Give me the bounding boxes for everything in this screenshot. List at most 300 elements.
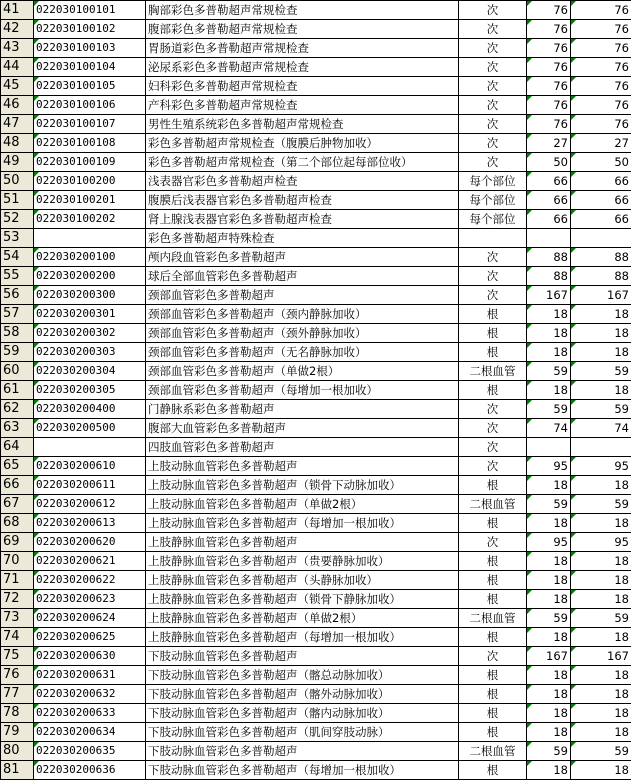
cell-name[interactable] [146,58,459,77]
cell-name[interactable] [146,20,459,39]
row-header[interactable] [1,77,34,96]
cell-unit[interactable] [459,96,527,115]
row-header[interactable] [1,685,34,704]
cell-price-1[interactable] [527,324,571,343]
cell-price-2[interactable] [571,39,631,58]
cell-unit-text: 次 [486,459,499,473]
cell-code[interactable] [34,457,146,476]
row-header[interactable] [1,153,34,172]
table-row [1,609,631,628]
cell-unit[interactable] [459,571,527,590]
cell-code-text: 022030100202 [36,212,116,225]
cell-name[interactable] [146,400,459,419]
row-header[interactable] [1,628,34,647]
cell-code[interactable] [34,248,146,267]
cell-price-2[interactable] [571,58,631,77]
cell-price-1[interactable] [527,248,571,267]
cell-price-2[interactable] [571,438,631,457]
cell-name[interactable] [146,362,459,381]
cell-price-2[interactable] [571,514,631,533]
cell-price-2[interactable] [571,96,631,115]
cell-name[interactable] [146,476,459,495]
row-header[interactable] [1,476,34,495]
cell-unit[interactable] [459,381,527,400]
cell-price-2[interactable] [571,248,631,267]
cell-price-1[interactable] [527,628,571,647]
cell-name[interactable] [146,96,459,115]
cell-price-2[interactable] [571,419,631,438]
cell-name[interactable] [146,571,459,590]
cell-name[interactable] [146,324,459,343]
cell-name[interactable] [146,647,459,666]
cell-unit[interactable] [459,343,527,362]
error-indicator-icon [527,77,532,82]
cell-price-2[interactable] [571,400,631,419]
cell-price-1[interactable] [527,723,571,742]
cell-price-2[interactable] [571,210,631,229]
cell-name[interactable] [146,343,459,362]
cell-name-text: 腹部彩色多普勒超声常规检查 [148,22,298,36]
cell-code[interactable] [34,39,146,58]
row-header[interactable] [1,723,34,742]
cell-code[interactable] [34,647,146,666]
cell-unit[interactable] [459,191,527,210]
cell-name-text: 上肢静脉血管彩色多普勒超声（单做2根） [148,611,363,625]
cell-name[interactable] [146,685,459,704]
cell-price-2[interactable] [571,1,631,20]
cell-price-1-text: 59 [553,744,568,758]
row-header-text: 46 [3,97,20,112]
cell-name[interactable] [146,552,459,571]
cell-unit[interactable] [459,761,527,780]
cell-price-1[interactable] [527,134,571,153]
row-header[interactable] [1,761,34,780]
cell-unit-text: 次 [486,250,499,264]
cell-code-text: 022030200622 [36,573,116,586]
error-indicator-icon [527,343,532,348]
cell-price-1[interactable] [527,305,571,324]
cell-price-1[interactable] [527,438,571,457]
cell-unit[interactable] [459,210,527,229]
cell-code[interactable] [34,58,146,77]
row-header[interactable] [1,647,34,666]
cell-code[interactable] [34,96,146,115]
cell-unit[interactable] [459,552,527,571]
cell-code[interactable] [34,362,146,381]
cell-code[interactable] [34,761,146,780]
cell-price-1[interactable] [527,571,571,590]
cell-name[interactable] [146,457,459,476]
cell-unit[interactable] [459,704,527,723]
cell-unit[interactable] [459,58,527,77]
row-header[interactable] [1,495,34,514]
cell-code[interactable] [34,172,146,191]
cell-code[interactable] [34,267,146,286]
cell-name[interactable] [146,742,459,761]
cell-unit[interactable] [459,495,527,514]
cell-unit[interactable] [459,533,527,552]
cell-unit[interactable] [459,324,527,343]
cell-price-1[interactable] [527,552,571,571]
cell-price-1[interactable] [527,590,571,609]
row-header[interactable] [1,96,34,115]
cell-price-2[interactable] [571,172,631,191]
cell-unit[interactable] [459,267,527,286]
cell-price-1[interactable] [527,96,571,115]
cell-name[interactable] [146,305,459,324]
cell-unit[interactable] [459,286,527,305]
cell-unit[interactable] [459,438,527,457]
error-indicator-icon [571,96,576,101]
cell-price-1[interactable] [527,191,571,210]
cell-price-2[interactable] [571,324,631,343]
cell-code[interactable] [34,20,146,39]
row-header[interactable] [1,134,34,153]
cell-name[interactable] [146,229,459,248]
cell-price-1[interactable] [527,153,571,172]
cell-price-1[interactable] [527,476,571,495]
cell-code[interactable] [34,343,146,362]
cell-price-1[interactable] [527,115,571,134]
cell-code[interactable] [34,134,146,153]
cell-price-2[interactable] [571,20,631,39]
cell-price-2-text: 95 [614,459,629,473]
row-header[interactable] [1,248,34,267]
row-header-text: 59 [3,344,20,359]
cell-code[interactable] [34,419,146,438]
row-header[interactable] [1,115,34,134]
cell-code[interactable] [34,210,146,229]
cell-unit[interactable] [459,172,527,191]
cell-price-1[interactable] [527,20,571,39]
cell-price-2[interactable] [571,704,631,723]
cell-name[interactable] [146,723,459,742]
cell-unit[interactable] [459,590,527,609]
cell-price-2-text: 167 [607,649,629,663]
cell-price-2[interactable] [571,134,631,153]
cell-code[interactable] [34,324,146,343]
error-indicator-icon [34,495,39,500]
cell-name[interactable] [146,39,459,58]
cell-price-2[interactable] [571,552,631,571]
cell-unit-text: 二根血管 [469,611,516,625]
row-header[interactable] [1,742,34,761]
cell-price-2-text: 66 [614,193,629,207]
cell-price-1[interactable] [527,210,571,229]
error-indicator-icon [571,609,576,614]
cell-price-1[interactable] [527,495,571,514]
cell-price-2[interactable] [571,647,631,666]
cell-code[interactable] [34,191,146,210]
cell-name[interactable] [146,419,459,438]
row-header[interactable] [1,20,34,39]
cell-price-2[interactable] [571,723,631,742]
cell-unit[interactable] [459,685,527,704]
error-indicator-icon [527,457,532,462]
cell-price-2[interactable] [571,362,631,381]
cell-name-text: 下肢动脉血管彩色多普勒超声（髂内动脉加收） [148,706,390,720]
cell-price-2[interactable] [571,305,631,324]
cell-name[interactable] [146,381,459,400]
row-header[interactable] [1,704,34,723]
cell-code[interactable] [34,514,146,533]
cell-price-1[interactable] [527,172,571,191]
error-indicator-icon [571,58,576,63]
cell-code[interactable] [34,1,146,20]
cell-unit[interactable] [459,609,527,628]
cell-code[interactable] [34,476,146,495]
cell-unit[interactable] [459,476,527,495]
cell-price-1[interactable] [527,419,571,438]
cell-price-1[interactable] [527,267,571,286]
cell-name[interactable] [146,134,459,153]
row-header[interactable] [1,571,34,590]
cell-price-1[interactable] [527,761,571,780]
cell-price-2-text: 18 [614,630,629,644]
row-header[interactable] [1,191,34,210]
cell-price-1[interactable] [527,647,571,666]
cell-unit[interactable] [459,742,527,761]
error-indicator-icon [571,134,576,139]
cell-name[interactable] [146,609,459,628]
cell-code-text: 022030100106 [36,98,116,111]
cell-price-1[interactable] [527,742,571,761]
cell-unit[interactable] [459,248,527,267]
row-header[interactable] [1,400,34,419]
cell-name[interactable] [146,514,459,533]
cell-price-2[interactable] [571,571,631,590]
cell-name[interactable] [146,248,459,267]
row-header[interactable] [1,172,34,191]
cell-price-1[interactable] [527,704,571,723]
cell-price-2-text: 18 [614,668,629,682]
cell-code[interactable] [34,77,146,96]
row-header[interactable] [1,362,34,381]
cell-name[interactable] [146,628,459,647]
table-row [1,96,631,115]
cell-unit[interactable] [459,134,527,153]
cell-unit[interactable] [459,305,527,324]
cell-price-2[interactable] [571,191,631,210]
cell-price-2[interactable] [571,590,631,609]
error-indicator-icon [571,419,576,424]
row-header[interactable] [1,552,34,571]
cell-price-1[interactable] [527,1,571,20]
error-indicator-icon [571,723,576,728]
cell-name[interactable] [146,533,459,552]
cell-price-1[interactable] [527,381,571,400]
row-header[interactable] [1,381,34,400]
row-header[interactable] [1,210,34,229]
cell-price-1[interactable] [527,685,571,704]
cell-code[interactable] [34,609,146,628]
row-header[interactable] [1,609,34,628]
row-header[interactable] [1,438,34,457]
cell-code[interactable] [34,533,146,552]
row-header[interactable] [1,286,34,305]
cell-code[interactable] [34,552,146,571]
cell-price-1[interactable] [527,362,571,381]
row-header[interactable] [1,343,34,362]
cell-name[interactable] [146,210,459,229]
error-indicator-icon [571,590,576,595]
row-header[interactable] [1,229,34,248]
error-indicator-icon [527,191,532,196]
cell-name[interactable] [146,172,459,191]
error-indicator-icon [571,20,576,25]
cell-name[interactable] [146,704,459,723]
error-indicator-icon [34,476,39,481]
cell-price-2[interactable] [571,286,631,305]
row-header[interactable] [1,39,34,58]
cell-price-1-text: 59 [553,497,568,511]
row-header[interactable] [1,1,34,20]
cell-price-1[interactable] [527,609,571,628]
cell-price-2[interactable] [571,495,631,514]
error-indicator-icon [527,286,532,291]
cell-price-1[interactable] [527,514,571,533]
cell-code[interactable] [34,704,146,723]
cell-name[interactable] [146,438,459,457]
cell-code[interactable] [34,571,146,590]
cell-code[interactable] [34,229,146,248]
cell-unit[interactable] [459,1,527,20]
cell-unit[interactable] [459,153,527,172]
cell-name-text: 颅内段血管彩色多普勒超声 [148,250,286,264]
cell-name-text: 上肢动脉血管彩色多普勒超声（每增加一根加收） [148,516,401,530]
cell-name[interactable] [146,115,459,134]
cell-name[interactable] [146,191,459,210]
cell-price-1[interactable] [527,666,571,685]
cell-name-text: 上肢静脉血管彩色多普勒超声（头静脉加收） [148,573,378,587]
cell-code[interactable] [34,590,146,609]
cell-price-2[interactable] [571,761,631,780]
cell-name[interactable] [146,1,459,20]
row-header[interactable] [1,58,34,77]
cell-unit[interactable] [459,115,527,134]
cell-unit[interactable] [459,362,527,381]
cell-name[interactable] [146,761,459,780]
cell-code[interactable] [34,495,146,514]
cell-code[interactable] [34,115,146,134]
cell-code[interactable] [34,438,146,457]
cell-name[interactable] [146,666,459,685]
cell-price-2[interactable] [571,628,631,647]
cell-unit[interactable] [459,400,527,419]
cell-price-1[interactable] [527,400,571,419]
cell-price-1-text: 74 [553,421,568,435]
error-indicator-icon [34,324,39,329]
error-indicator-icon [571,647,576,652]
cell-code[interactable] [34,723,146,742]
row-header[interactable] [1,457,34,476]
cell-code[interactable] [34,742,146,761]
row-header[interactable] [1,590,34,609]
cell-code[interactable] [34,305,146,324]
error-indicator-icon [527,153,532,158]
cell-name[interactable] [146,267,459,286]
row-header-text: 79 [3,724,20,739]
cell-unit[interactable] [459,666,527,685]
cell-unit[interactable] [459,229,527,248]
cell-name-text: 肾上腺浅表器官彩色多普勒超声检查 [148,212,332,226]
error-indicator-icon [571,457,576,462]
cell-price-2[interactable] [571,343,631,362]
cell-price-1[interactable] [527,58,571,77]
error-indicator-icon [571,495,576,500]
cell-unit[interactable] [459,457,527,476]
cell-name[interactable] [146,153,459,172]
row-header[interactable] [1,666,34,685]
cell-price-1[interactable] [527,343,571,362]
cell-unit[interactable] [459,419,527,438]
cell-unit[interactable] [459,647,527,666]
cell-price-2[interactable] [571,381,631,400]
cell-price-2[interactable] [571,153,631,172]
cell-price-2[interactable] [571,666,631,685]
cell-name[interactable] [146,77,459,96]
cell-price-1[interactable] [527,286,571,305]
cell-price-2[interactable] [571,457,631,476]
cell-name[interactable] [146,495,459,514]
cell-code[interactable] [34,286,146,305]
cell-code-text: 022030200621 [36,554,116,567]
cell-unit[interactable] [459,723,527,742]
row-header-text: 61 [3,382,20,397]
row-header[interactable] [1,419,34,438]
cell-price-2[interactable] [571,115,631,134]
row-header[interactable] [1,533,34,552]
cell-code[interactable] [34,400,146,419]
row-header[interactable] [1,267,34,286]
cell-unit[interactable] [459,20,527,39]
cell-price-2[interactable] [571,267,631,286]
cell-unit[interactable] [459,77,527,96]
cell-code[interactable] [34,685,146,704]
cell-code[interactable] [34,153,146,172]
cell-price-1[interactable] [527,39,571,58]
cell-price-1[interactable] [527,229,571,248]
cell-price-1-text: 88 [553,250,568,264]
cell-price-2[interactable] [571,476,631,495]
cell-code-text: 022030100101 [36,3,116,16]
cell-name[interactable] [146,590,459,609]
cell-name[interactable] [146,286,459,305]
cell-code[interactable] [34,628,146,647]
cell-price-1[interactable] [527,77,571,96]
cell-unit[interactable] [459,514,527,533]
cell-price-1[interactable] [527,533,571,552]
error-indicator-icon [527,495,532,500]
cell-price-2-text: 18 [614,307,629,321]
cell-unit[interactable] [459,39,527,58]
cell-price-2[interactable] [571,742,631,761]
cell-price-2[interactable] [571,229,631,248]
row-header[interactable] [1,305,34,324]
cell-price-2[interactable] [571,77,631,96]
row-header[interactable] [1,514,34,533]
cell-code[interactable] [34,666,146,685]
error-indicator-icon [34,552,39,557]
row-header[interactable] [1,324,34,343]
cell-unit[interactable] [459,628,527,647]
error-indicator-icon [34,134,39,139]
cell-price-1[interactable] [527,457,571,476]
cell-price-2[interactable] [571,685,631,704]
cell-price-2[interactable] [571,533,631,552]
cell-code[interactable] [34,381,146,400]
cell-price-2[interactable] [571,609,631,628]
